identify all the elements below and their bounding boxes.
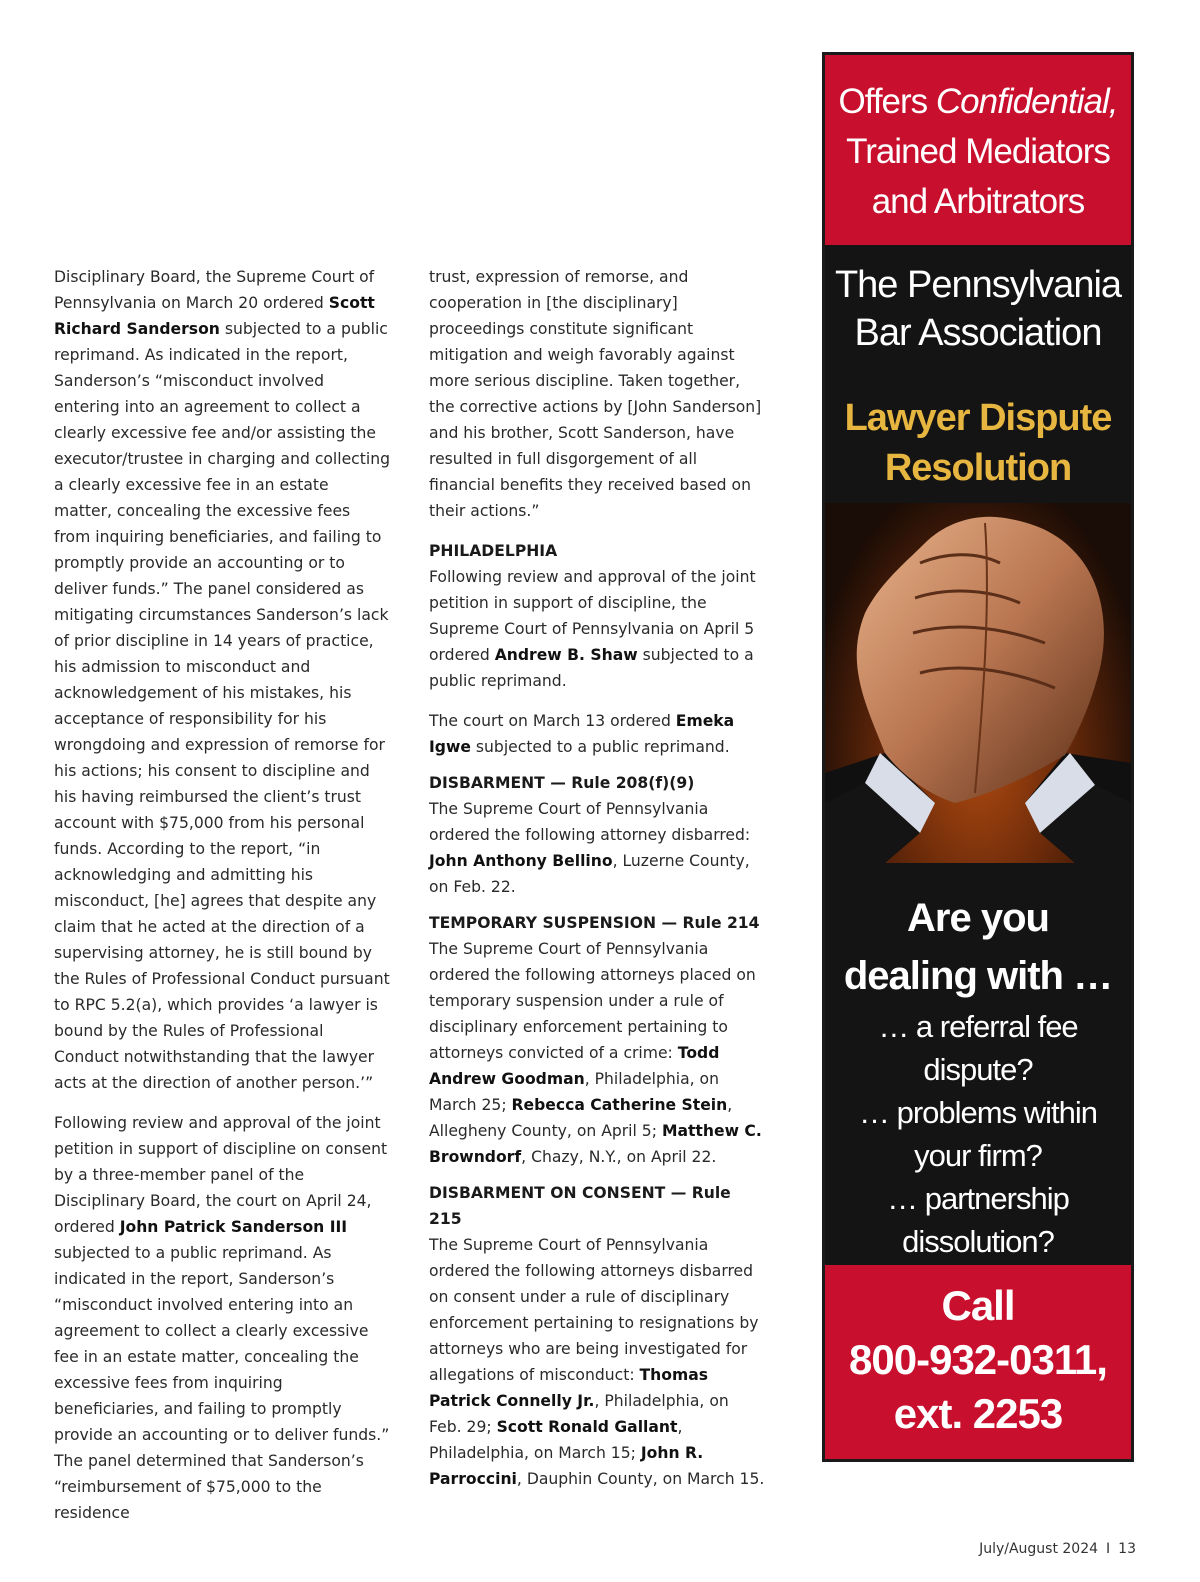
attorney-name: Todd Andrew Goodman xyxy=(429,1044,720,1088)
article-paragraph: The court on March 13 ordered Emeka Igwe subjected to a public reprimand. xyxy=(429,712,735,756)
section-heading-disbarment-on-consent: DISBARMENT ON CONSENT — Rule 215 xyxy=(429,1184,731,1228)
ad-organization-name: The Pennsylvania Bar Association xyxy=(834,264,1122,354)
left-column xyxy=(54,264,390,1540)
attorney-name: John Anthony Bellino xyxy=(429,852,613,870)
clasped-hands-photo xyxy=(825,503,1131,863)
article-paragraph: The Supreme Court of Pennsylvania ordered the following attorney disbarred: John Anthony Bellino, Luzerne County, on Feb. 22. xyxy=(429,800,751,896)
phone-number: 800-932-0311, xyxy=(849,1336,1107,1383)
attorney-name: Matthew C. Browndorf xyxy=(429,1122,762,1166)
article-paragraph: Following review and approval of the joint petition in support of discipline on consent by a three-member panel of the Disciplinary Board, the court on April 24, ordered John Patrick Sanderson III subjected to a public reprimand. As indicated in the report, Sanderson’s “misconduct involved entering into an agreement to collect a clearly excessive fee in an estate matter, concealing the excessive fees from inquiring beneficiaries, and failing to promptly provide an accounting or to deliver funds.” The panel determined that Sanderson’s “reimbursement of $75,000 to the residence xyxy=(54,1114,390,1522)
article-paragraph: trust, expression of remorse, and cooperation in [the disciplinary] proceedings constitute significant mitigation and weigh favorably against more serious discipline. Taken together, the corrective actions by [John Sanderson] and his brother, Scott Sanderson, have resulted in full disgorgement of all financial benefits they received based on their actions.” xyxy=(429,268,762,520)
attorney-name: Thomas Patrick Connelly Jr. xyxy=(429,1366,709,1410)
ad-header-banner: Offers Confidential, Trained Mediators and Arbitrators xyxy=(825,55,1131,245)
section-heading-disbarment: DISBARMENT — Rule 208(f)(9) xyxy=(429,774,695,792)
clasped-hands-icon xyxy=(825,503,1131,863)
article-paragraph: The Supreme Court of Pennsylvania ordered the following attorneys disbarred on consent under a rule of disciplinary enforcement pertaining to resignations by attorneys who are being investigated for allegations of misconduct: Thomas Patrick Connelly Jr., Philadelphia, on Feb. 29; Scott Ronald Gallant, Philadelphia, on March 15; John R. Parroccini, Dauphin County, on March 15. xyxy=(429,1236,765,1488)
page-footer xyxy=(979,1541,1136,1557)
section-heading-philadelphia: PHILADELPHIA xyxy=(429,542,558,560)
article-paragraph: Following review and approval of the joint petition in support of discipline, the Supreme Court of Pennsylvania on April 5 ordered Andrew B. Shaw subjected to a public reprimand. xyxy=(429,568,756,690)
article-paragraph: Disciplinary Board, the Supreme Court of Pennsylvania on March 20 ordered Scott Richard Sanderson subjected to a public reprimand. As indicated in the report, Sanderson’s “misconduct involved entering into an agreement to collect a clearly excessive fee and/or assisting the executor/trustee in charging and collecting a clearly excessive fee in an estate matter, concealing the excessive fees from inquiring beneficiaries, and failing to promptly provide an accounting or to deliver funds.” The panel considered as mitigating circumstances Sanderson’s lack of prior discipline in 14 years of practice, his admission to misconduct and acknowledgement of his mistakes, his acceptance of responsibility for his wrongdoing and expression of remorse for his actions; his consent to discipline and his having reimbursed the client’s trust account with $75,000 from his personal funds. According to the report, “in acknowledging and admitting his misconduct, [he] agrees that despite any claim that he acted at the direction of a supervising attorney, he is still bound by the Rules of Professional Conduct pursuant to RPC 5.2(a), which provides ‘a lawyer is bound by the Rules of Professional Conduct notwithstanding that the lawyer acts at the direction of another person.’” xyxy=(54,268,390,1092)
page-number: 13 xyxy=(1118,1541,1136,1557)
attorney-name: Rebecca Catherine Stein xyxy=(511,1096,728,1114)
ad-program-name: Lawyer Dispute Resolution xyxy=(844,397,1112,489)
attorney-name: Emeka Igwe xyxy=(429,712,735,756)
attorney-name: John R. Parroccini xyxy=(429,1444,704,1488)
attorney-name: John Patrick Sanderson III xyxy=(119,1218,348,1236)
pba-advertisement xyxy=(822,52,1134,1462)
section-heading-temporary-suspension: TEMPORARY SUSPENSION — Rule 214 xyxy=(429,914,760,932)
article-paragraph: The Supreme Court of Pennsylvania ordered the following attorneys placed on temporary suspension under a rule of disciplinary enforcement pertaining to attorneys convicted of a crime: Todd Andrew Goodman, Philadelphia, on March 25; Rebecca Catherine Stein, Allegheny County, on April 5; Matthew C. Browndorf, Chazy, N.Y., on April 22. xyxy=(429,940,762,1166)
right-column xyxy=(429,264,765,1506)
issue-date: July/August 2024 xyxy=(979,1541,1099,1557)
attorney-name: Scott Richard Sanderson xyxy=(54,294,375,338)
attorney-name: Scott Ronald Gallant xyxy=(496,1418,678,1436)
attorney-name: Andrew B. Shaw xyxy=(494,646,638,664)
phone-extension: ext. 2253 xyxy=(893,1390,1063,1437)
ad-questions: Are you dealing with … … a referral fee dispute? … problems within your firm? … partnership dissolution? xyxy=(843,896,1113,1259)
ad-call-banner: Call 800-932-0311, ext. 2253 xyxy=(825,1265,1131,1462)
footer-separator: I xyxy=(1106,1541,1111,1557)
